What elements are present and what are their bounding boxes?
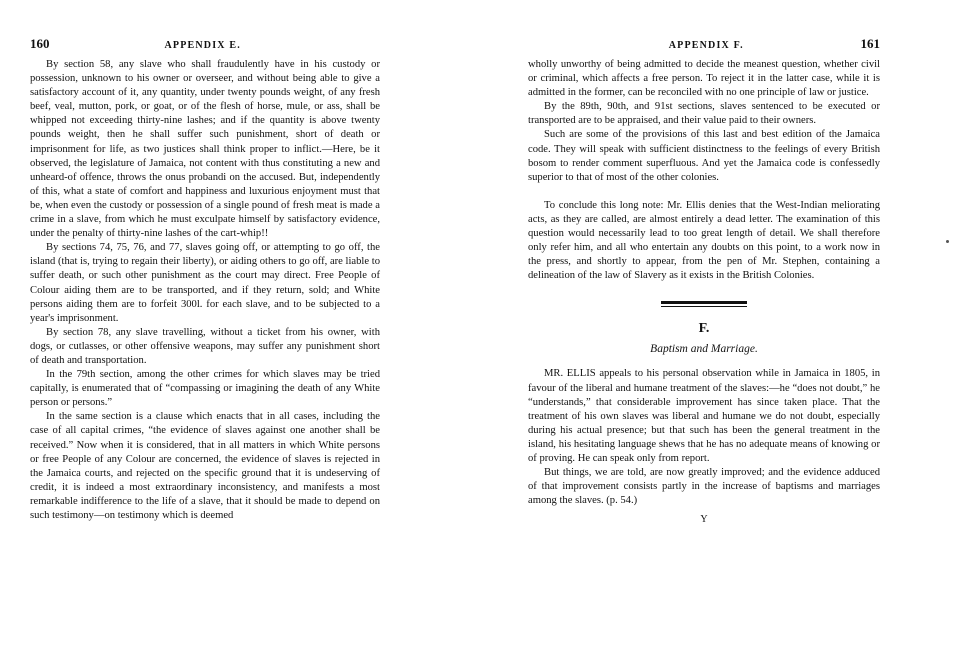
left-running-header bbox=[30, 36, 380, 52]
right-paragraph: wholly unworthy of being admitted to decide the meanest question, whether civil or criminal, which affects a free person. To reject it in the latter case, while it is admitted in the former, can be reconciled with no one principle of law or justice. bbox=[528, 59, 880, 99]
left-paragraph: By section 78, any slave travelling, without a ticket from his owner, with dogs, or cutlasses, or other offensive weapons, may suffer any punishment short of death and transportation. bbox=[30, 326, 380, 366]
divider-rule-thick bbox=[661, 301, 747, 304]
divider-rule-thin bbox=[661, 306, 747, 307]
left-running-head: APPENDIX E. bbox=[164, 40, 242, 51]
right-running-head: APPENDIX F. bbox=[668, 40, 744, 51]
left-paragraph: By section 58, any slave who shall fraudulently have in his custody or possession, unknown to his owner or overseer, and without being able to give a satisfactory account of it, any quantity, under twenty pounds weight, of any fresh beef, veal, mutton, pork, or goat, or of the flesh of horse, mule, or ass, shall be whipped not exceeding thirty-nine lashes; and if the quantity is above twenty pounds weight, then he shall suffer such punishment, short of death or imprisonment for life, as two justices shall think proper to inflict.—Here, be it observed, the legislature of Jamaica, not content with thus constituting a new and unheard-of offence, throws the onus probandi on the accused. But, independently of this, what a state of comfort and happiness and luxurious enjoyment must that be, when even the custody or possession of a single pound of fresh meat is made a crime in a slave, from which he must exculpate himself by satisfactory evidence, under the penalty of thirty-nine lashes of the cart-whip!! bbox=[30, 59, 380, 240]
left-paragraph: By sections 74, 75, 76, and 77, slaves going off, or attempting to go off, the island (that is, trying to regain their liberty), or aiding others to go off, are liable to suffer death, or such other punishment as the court may direct. Free People of Colour aiding them are to be transported, and if they return, sold; and White persons aiding them are to forfeit 300l. for each slave, and to be subjected to a year's imprisonment. bbox=[30, 242, 380, 324]
left-paragraph: In the 79th section, among the other crimes for which slaves may be tried capitally, is enumerated that of “compassing or imagining the death of any White person or persons.” bbox=[30, 369, 380, 409]
right-running-header bbox=[528, 36, 880, 52]
right-paragraph: MR. ELLIS appeals to his personal observation while in Jamaica in 1805, in favour of the liberal and humane treatment of the slaves:—he “does not doubt,” he “understands,” that considerable improvement has since taken place. That the treatment of his own slaves was liberal and humane we do not doubt, especially during his actual presence; but that such has been the general treatment in the island, his hesitating language shews that he has no adequate means of knowing or of proving. He can speak only from report. bbox=[528, 368, 880, 464]
right-paragraph: But things, we are told, are now greatly improved; and the evidence adduced of that improvement consists partly in the increase of baptisms and marriages among the slaves. (p. 54.) bbox=[528, 467, 880, 507]
speck-mark bbox=[946, 240, 949, 243]
left-paragraph: In the same section is a clause which enacts that in all cases, including the case of all capital crimes, “the evidence of slaves against one another shall be received.” Now when it is considered, that in all matters in which White persons or free People of any Colour are concerned, the evidence of slaves is rejected in the Jamaica courts, and rejected on the specific ground that it is undeserving of credit, it is indeed a most extraordinary inconsistency, and manifests a most remarkable indifference to the life of a slave, that it should be made to depend on such testimony—on testimony which is deemed bbox=[30, 411, 380, 521]
section-divider bbox=[661, 301, 747, 307]
left-page-number: 160 bbox=[30, 36, 50, 51]
section-letter: F. bbox=[698, 321, 710, 337]
right-paragraph: By the 89th, 90th, and 91st sections, slaves sentenced to be executed or transported are to be appraised, and their value paid to their owners. bbox=[528, 101, 880, 127]
right-paragraph: To conclude this long note: Mr. Ellis denies that the West-Indian meliorating acts, as they are called, are almost entirely a dead letter. The examination of this question would necessarily lead to too great length of detail. We shall therefore only refer him, and all who entertain any doubts on this point, to a work now in the press, and shortly to appear, from the pen of Mr. Stephen, containing a delineation of the law of Slavery as it exists in the British Colonies. bbox=[528, 199, 880, 282]
right-page bbox=[490, 0, 980, 667]
section-title: Baptism and Marriage. bbox=[650, 343, 758, 356]
signature-mark: Y bbox=[700, 514, 708, 526]
right-paragraph: Such are some of the provisions of this last and best edition of the Jamaica code. They will speak with sufficient distinctness to the feelings of every British bosom to render comment superfluous. And yet the Jamaica code is confessedly superior to that of most of the other colonies. bbox=[528, 129, 880, 183]
right-page-number: 161 bbox=[860, 36, 880, 51]
